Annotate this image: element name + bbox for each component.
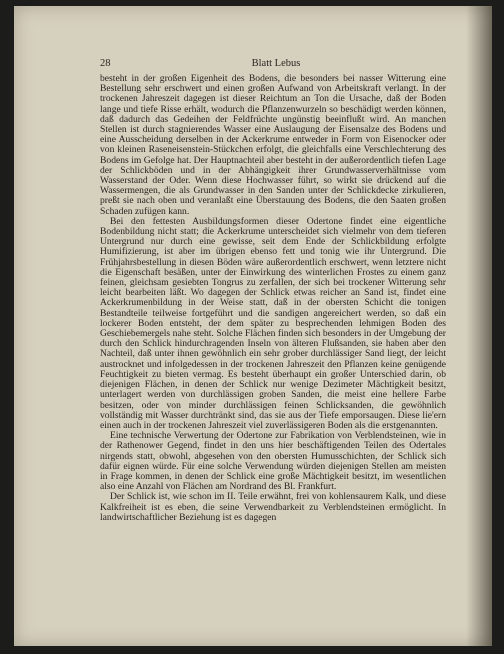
running-title: Blatt Lebus xyxy=(251,58,301,69)
page-number: 28 xyxy=(100,58,111,69)
body-text xyxy=(100,74,446,523)
paragraph-1: besteht in der großen Eigenheit des Bodens, die besonders bei nasser Witterung eine Bestellung sehr erschwert und einen großen Aufwand von Arbeitskraft verlangt. In der trockenen Jahreszeit dagegen ist dieser Reichtum an Ton die Ursache, daß der Boden lange und tiefe Risse erhält, wodurch die Pflanzenwurzeln so beschädigt werden können, daß dadurch das Gedeihen der Feldfrüchte ungünstig beeinflußt wird. An manchen Stellen ist durch stagnierendes Wasser eine Auslaugung der Eisensalze des Bodens und eine Ausscheidung derselben in der Ackerkrume entweder in Form von Eisenocker oder von kleinen Raseneisenstein-Stückchen erfolgt, die gleichfalls eine Verschlechterung des Bodens im Gefolge hat. Der Hauptnachteil aber besteht in der außerordentlich tiefen Lage der Schlickböden und in der Abhängigkeit ihrer Grundwasserverhältnisse vom Wasserstand der Oder. Wenn diese Hochwasser führt, so wirkt sie drückend auf die Wassermengen, die als Grundwasser in den Sanden unter der Schlickdecke zirkulieren, preßt sie nach oben und veranlaßt eine Überstauung des Bodens, die den Saaten großen Schaden zufügen kann. xyxy=(100,73,446,217)
paragraph-2: Bei den fettesten Ausbildungsformen dieser Odertone findet eine eigentliche Bodenbildung nicht statt; die Ackerkrume unterscheidet sich vielmehr von dem tieferen Untergrund nur durch eine gewisse, seit dem Ende der Schlickbildung erfolgte Humifizierung, ist aber im übrigen ebenso fett und tonig wie ihr Untergrund. Die Frühjahrsbestellung in diesen Böden wäre außerordentlich erschwert, wenn letztere nicht die Eigenschaft besäßen, unter der Einwirkung des winterlichen Frostes zu einem ganz feinen, gleichsam gesiebten Tongrus zu zerfallen, der sich bei trockener Witterung sehr leicht bearbeiten läßt. Wo dagegen der Schlick etwas reicher an Sand ist, findet eine Ackerkrumenbildung in der Weise statt, daß in der obersten Schicht die tonigen Bestandteile teilweise fortgeführt und die sandigen angereichert werden, so daß ein lockerer Boden entsteht, der dem später zu besprechenden lehmigen Boden des Geschiebemergels nahe steht. Solche Flächen finden sich besonders in der Umgebung der durch den Schlick hindurchragenden Inseln von älteren Flußsanden, sie haben aber den Nachteil, daß unter ihnen gewöhnlich ein sehr grober durchlässiger Sand liegt, der leicht austrocknet und infolgedessen in der trockenen Jahreszeit den Pflanzen keine genügende Feuchtigkeit zu bieten vermag. Es besteht überhaupt ein großer Unterschied darin, ob diejenigen Flächen, in denen der Schlick nur wenige Dezimeter Mächtigkeit besitzt, unterlagert werden von durchlässigen groben Sanden, die meist eine hellere Farbe besitzen, oder von minder durchlässigen feinen Schlicksanden, die gewöhnlich vollständig mit Wasser durchtränkt sind, das sie aus der Tiefe emporsaugen. Diese lie'ern einen auch in der trockenen Jahreszeit viel zuverlässigeren Boden als die erstgenannten. xyxy=(100,215,446,431)
book-page xyxy=(14,6,492,646)
paragraph-4: Der Schlick ist, wie schon im II. Teile erwähnt, frei von kohlensaurem Kalk, und diese Kalkfreiheit ist es eben, die seine Verwendbarkeit zu Verblendsteinen ermöglicht. In landwirtschaftlicher Beziehung ist es dagegen xyxy=(100,491,446,523)
paragraph-3: Eine technische Verwertung der Odertone zur Fabrikation von Verblendsteinen, wie in der Rathenower Gegend, findet in den uns hier beschäftigenden Teilen des Odertales nirgends statt, obwohl, abgesehen von den obersten Humusschichten, der Schlick sich dafür eignen würde. Für eine solche Verwendung würden diejenigen Stellen am meisten in Frage kommen, in denen der Schlick eine große Mächtigkeit besitzt, im wesentlichen also eine Anzahl von Flächen am Nordrand des Bl. Frankfurt. xyxy=(100,430,446,493)
page-gutter-shadow xyxy=(466,6,492,646)
page-header xyxy=(100,58,452,72)
